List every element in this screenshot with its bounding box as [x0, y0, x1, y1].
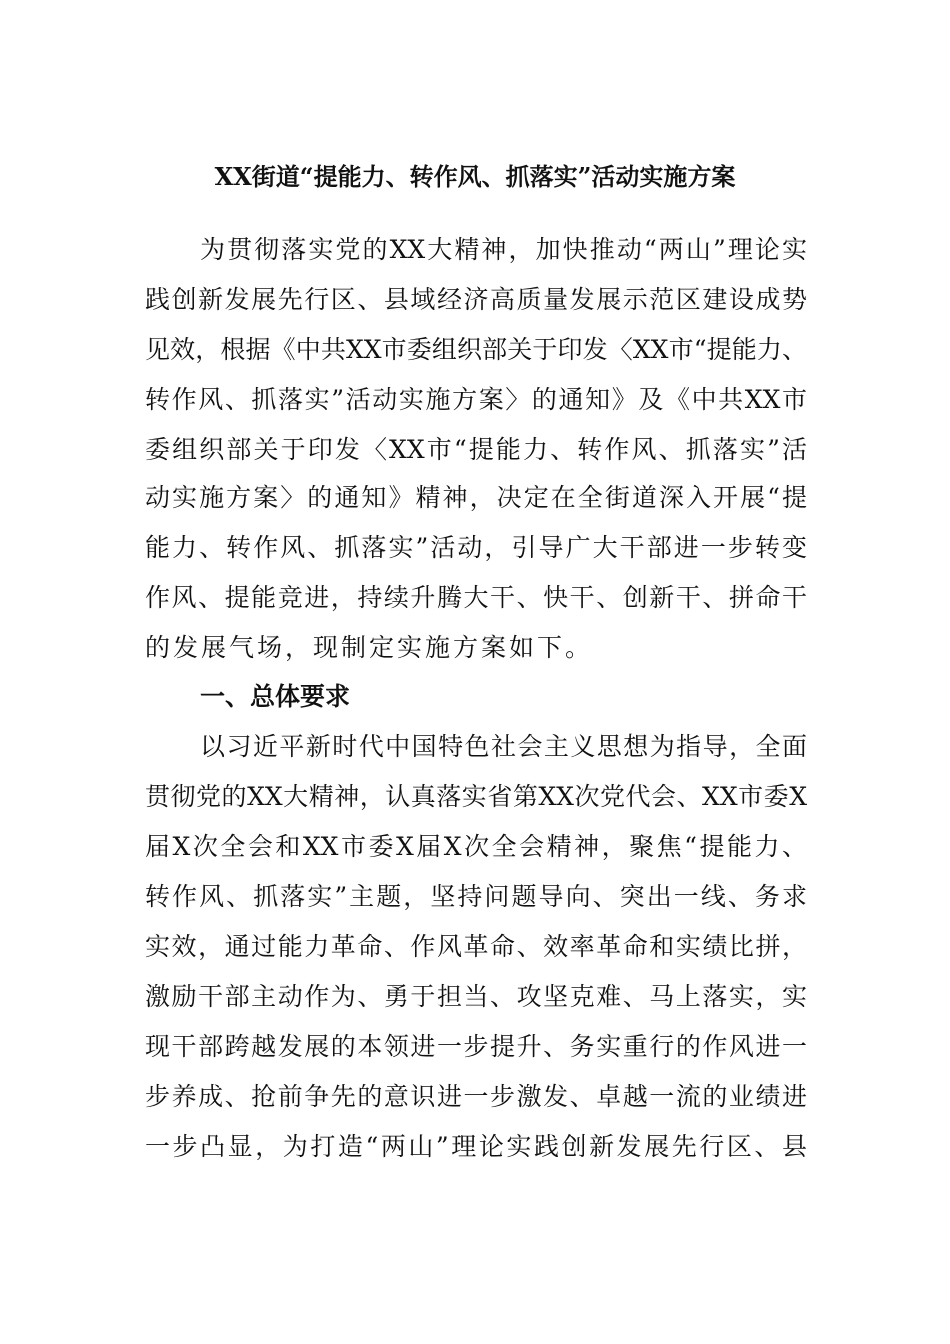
paragraph-line: 实效，通过能力革命、作风革命、效率革命和实绩比拼， — [145, 932, 807, 961]
paragraph-line: 届X次全会和XX市委X届X次全会精神，聚焦“提能力、 — [145, 832, 807, 861]
paragraph-line: 现干部跨越发展的本领进一步提升、务实重行的作风进一 — [145, 1032, 807, 1061]
paragraph-line: 的发展气场，现制定实施方案如下。 — [145, 633, 594, 662]
paragraph-line: 步养成、抢前争先的意识进一步激发、卓越一流的业绩进 — [145, 1082, 807, 1111]
document-title: XX街道“提能力、转作风、抓落实”活动实施方案 — [214, 162, 736, 191]
paragraph-line: 以习近平新时代中国特色社会主义思想为指导，全面 — [200, 732, 807, 761]
paragraph-line: 一步凸显，为打造“两山”理论实践创新发展先行区、县 — [145, 1132, 807, 1161]
paragraph-line: 动实施方案〉的通知》精神，决定在全街道深入开展“提 — [145, 483, 807, 512]
paragraph-line: 作风、提能竞进，持续升腾大干、快干、创新干、拼命干 — [145, 583, 807, 612]
paragraph-line: 贯彻党的XX大精神，认真落实省第XX次党代会、XX市委X — [145, 782, 807, 811]
paragraph-line: 见效，根据《中共XX市委组织部关于印发〈XX市“提能力、 — [145, 335, 807, 364]
paragraph-line: 转作风、抓落实”活动实施方案〉的通知》及《中共XX市 — [145, 385, 807, 414]
paragraph-line: 能力、转作风、抓落实”活动，引导广大干部进一步转变 — [145, 533, 807, 562]
paragraph-line: 激励干部主动作为、勇于担当、攻坚克难、马上落实，实 — [145, 982, 807, 1011]
paragraph-line: 转作风、抓落实”主题，坚持问题导向、突出一线、务求 — [145, 882, 807, 911]
section-heading: 一、总体要求 — [200, 682, 351, 711]
paragraph-line: 委组织部关于印发〈XX市“提能力、转作风、抓落实”活 — [145, 435, 807, 464]
paragraph-line: 践创新发展先行区、县域经济高质量发展示范区建设成势 — [145, 285, 807, 314]
paragraph-line: 为贯彻落实党的XX大精神，加快推动“两山”理论实 — [200, 235, 807, 264]
